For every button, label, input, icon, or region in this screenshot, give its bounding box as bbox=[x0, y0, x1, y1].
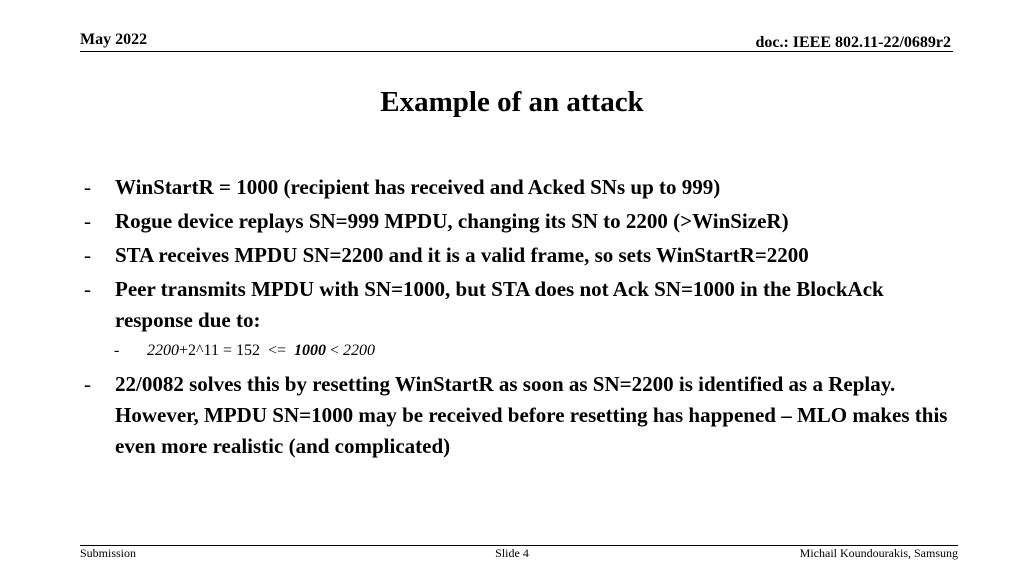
bullet-text: WinStartR = 1000 (recipient has received and Acked SNs up to 999) bbox=[115, 175, 721, 199]
sub-bullet bbox=[84, 339, 964, 363]
sub-bullet-part-1: 2200 bbox=[147, 342, 179, 359]
bullet-2 bbox=[84, 206, 964, 237]
sub-bullet-part-3: 1000 bbox=[294, 342, 327, 359]
bullet-text: Rogue device replays SN=999 MPDU, changing its SN to 2200 (>WinSizeR) bbox=[115, 209, 789, 233]
sub-bullet-part-5: 2200 bbox=[343, 342, 376, 359]
sub-bullet-part-2: +2^11 = 152 <= bbox=[179, 342, 295, 359]
header-divider bbox=[80, 51, 953, 52]
bullet-dash: - bbox=[84, 175, 91, 199]
slide-title: Example of an attack bbox=[380, 86, 644, 118]
sub-bullet-dash: - bbox=[114, 342, 120, 359]
bullet-dash: - bbox=[84, 372, 91, 396]
bullet-4 bbox=[84, 274, 964, 336]
bullet-dash: - bbox=[84, 277, 91, 301]
header-doc-id: doc.: IEEE 802.11-22/0689r2 bbox=[755, 34, 951, 51]
sub-bullet-part-4: < bbox=[326, 342, 344, 359]
footer-submission: Submission bbox=[80, 546, 137, 560]
header-date: May 2022 bbox=[80, 31, 148, 48]
bullet-5 bbox=[84, 369, 964, 462]
footer-slide-number: Slide 4 bbox=[495, 546, 529, 560]
bullet-1 bbox=[84, 172, 964, 203]
bullet-dash: - bbox=[84, 209, 91, 233]
bullet-text: STA receives MPDU SN=2200 and it is a valid frame, so sets WinStartR=2200 bbox=[115, 243, 809, 267]
slide-body bbox=[84, 172, 964, 465]
bullet-text: Peer transmits MPDU with SN=1000, but STA does not Ack SN=1000 in the BlockAck response due to: bbox=[115, 277, 884, 332]
bullet-text: 22/0082 solves this by resetting WinStartR as soon as SN=2200 is identified as a Replay. However, MPDU SN=1000 may be received before resetting has happened – MLO makes this even more realistic (and complicated) bbox=[115, 372, 948, 458]
footer-author: Michail Koundourakis, Samsung bbox=[799, 546, 958, 560]
bullet-3 bbox=[84, 240, 964, 271]
bullet-dash: - bbox=[84, 243, 91, 267]
